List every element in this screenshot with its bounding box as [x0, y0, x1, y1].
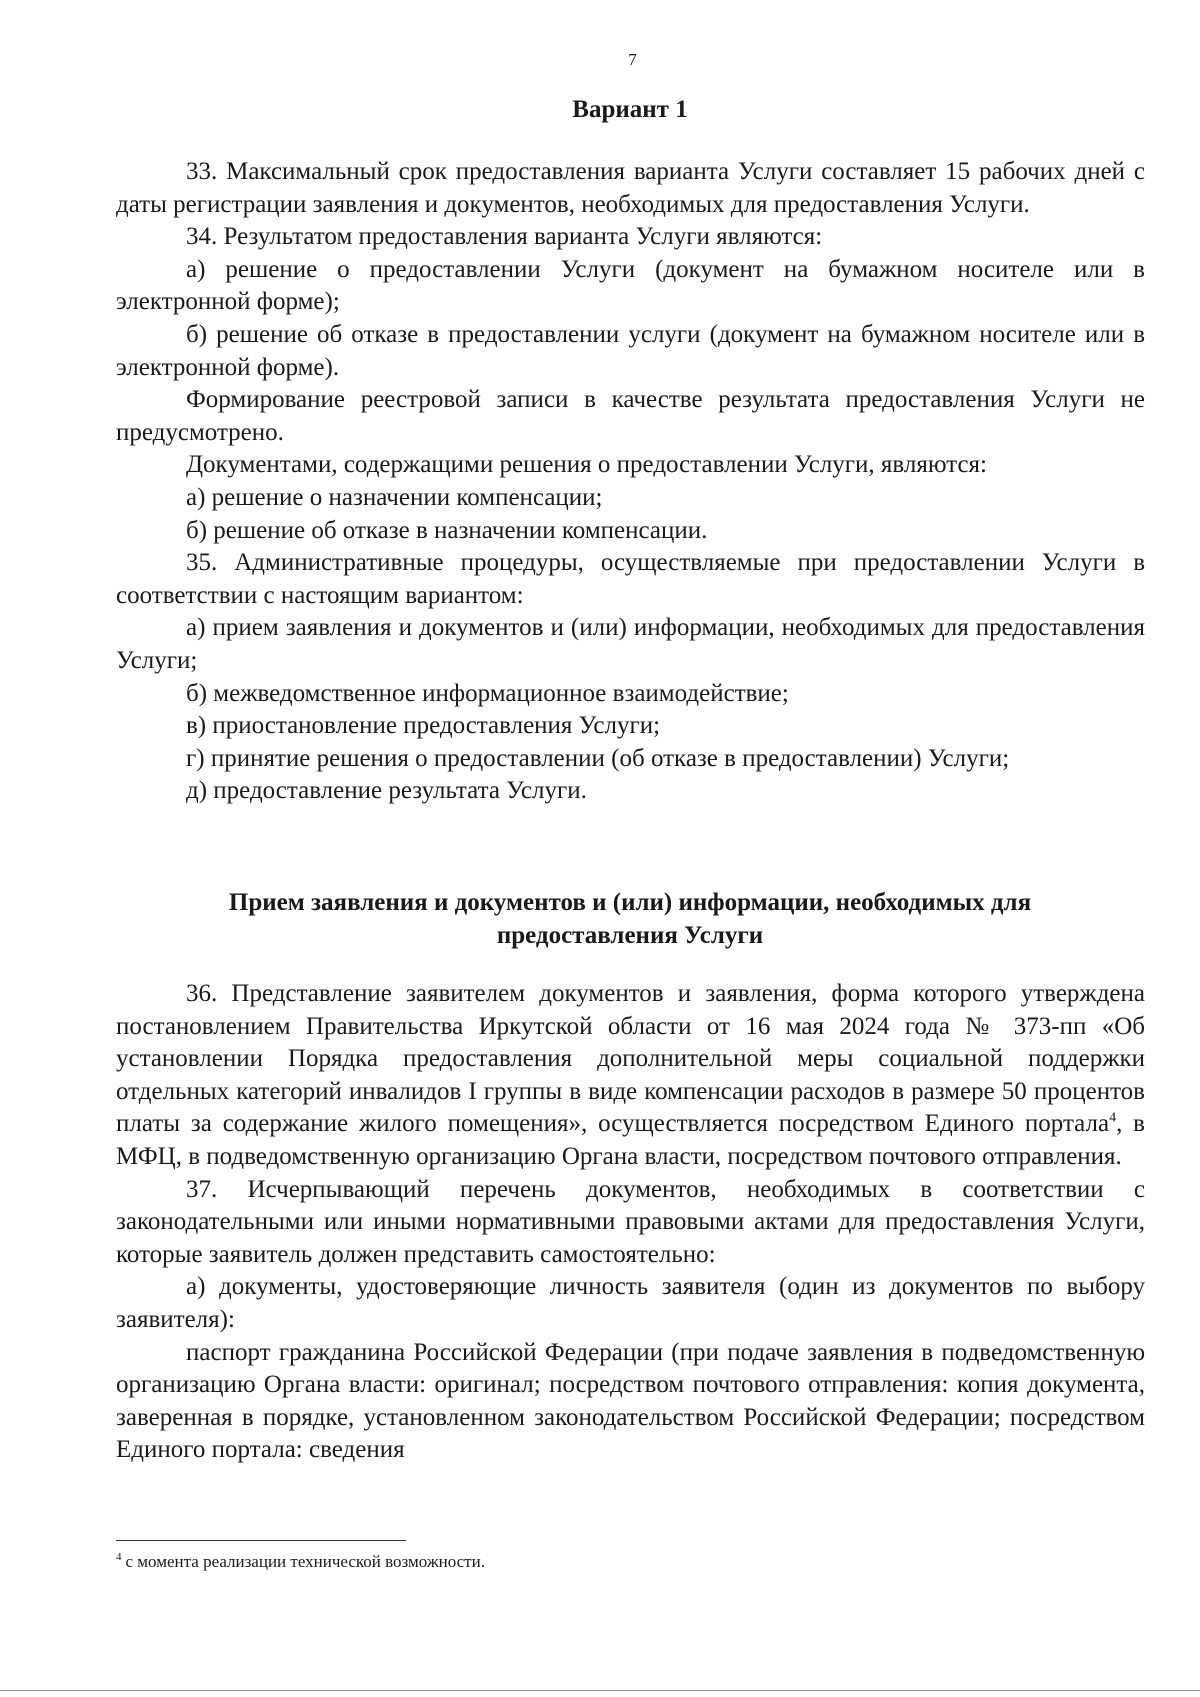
paragraph-documents-b: б) решение об отказе в назначении компенсации. [186, 516, 708, 544]
footnote-number: 4 [116, 1551, 122, 1564]
paragraph-documents-a: а) решение о назначении компенсации; [186, 483, 603, 511]
section-title-reception [170, 887, 1090, 952]
body-block-1 [116, 156, 1145, 808]
paragraph-documents: Документами, содержащими решения о предоставлении Услуги, являются: [186, 451, 987, 479]
paragraph-34-a: а) решение о предоставлении Услуги (документ на бумажном носителе или в электронной форме); [116, 255, 1145, 316]
paragraph-37: 37. Исчерпывающий перечень документов, необходимых в соответствии с законодательными или иными нормативными правовыми актами для предоставления Услуги, которые заявитель должен представить самостоятельно: [116, 1175, 1145, 1268]
section-title-variant [170, 94, 1090, 127]
paragraph-35-a: а) прием заявления и документов и (или) информации, необходимых для предоставления Услуги; [116, 614, 1145, 674]
paragraph-34-b: б) решение об отказе в предоставлении услуги (документ на бумажном носителе или в электронной форме). [116, 320, 1145, 381]
section-title-reception-line-2: предоставления Услуги [496, 921, 764, 949]
paragraph-36 [116, 978, 1145, 1174]
footnote [116, 1552, 485, 1572]
paragraph-33: 33. Максимальный срок предоставления варианта Услуги составляет 15 рабочих дней с даты регистрации заявления и документов, необходимых для предоставления Услуги. [116, 158, 1145, 218]
paragraph-registry: Формирование реестровой записи в качестве результата предоставления Услуги не предусмотрено. [116, 386, 1145, 446]
section-title-reception-line-1: Прием заявления и документов и (или) информации, необходимых для [228, 889, 1032, 916]
paragraph-passport: паспорт гражданина Российской Федерации (при подаче заявления в подведомственную организацию Органа власти: оригинал; посредством почтового отправления: копия документа, заверенная в порядке, установленном законодательством Российской Федерации; посредством Единого портала: сведения [116, 1338, 1145, 1464]
footnote-text: с момента реализации технической возможности. [125, 1552, 485, 1571]
paragraph-35-b: б) межведомственное информационное взаимодействие; [186, 679, 789, 707]
paragraph-35-c: в) приостановление предоставления Услуги; [186, 712, 661, 740]
paragraph-35-e: д) предоставление результата Услуги. [186, 777, 587, 805]
paragraph-36-text: 36. Представление заявителем документов и заявления, форма которого утверждена постановлением Правительства Иркутской области от 16 мая 2024 года № 373-пп «Об установлении Порядка предоставления дополнительной меры социальной поддержки отдельных категорий инвалидов I группы в виде компенсации расходов в размере 50 процентов платы за содержание жилого помещения», осуществляется посредством Единого портала [116, 980, 1145, 1138]
page-number: 7 [628, 50, 637, 69]
paragraph-35-d: г) принятие решения о предоставлении (об отказе в предоставлении) Услуги; [186, 744, 1010, 772]
footnote-reference: 4 [1109, 1111, 1117, 1127]
paragraph-34: 34. Результатом предоставления варианта Услуги являются: [186, 223, 823, 251]
footnote-divider [116, 1540, 406, 1541]
paragraph-37-a: а) документы, удостоверяющие личность заявителя (один из документов по выбору заявителя): [116, 1273, 1145, 1333]
paragraph-35: 35. Административные процедуры, осуществляемые при предоставлении Услуги в соответствии с настоящим вариантом: [116, 549, 1145, 609]
section-title-variant-text: Вариант 1 [572, 96, 688, 123]
paragraph-36-text-end: , в МФЦ, в подведомственную организацию Органа власти, посредством почтового отправления. [116, 1110, 1145, 1170]
scan-edge-line [0, 1690, 1200, 1691]
body-block-2 [116, 978, 1145, 1467]
